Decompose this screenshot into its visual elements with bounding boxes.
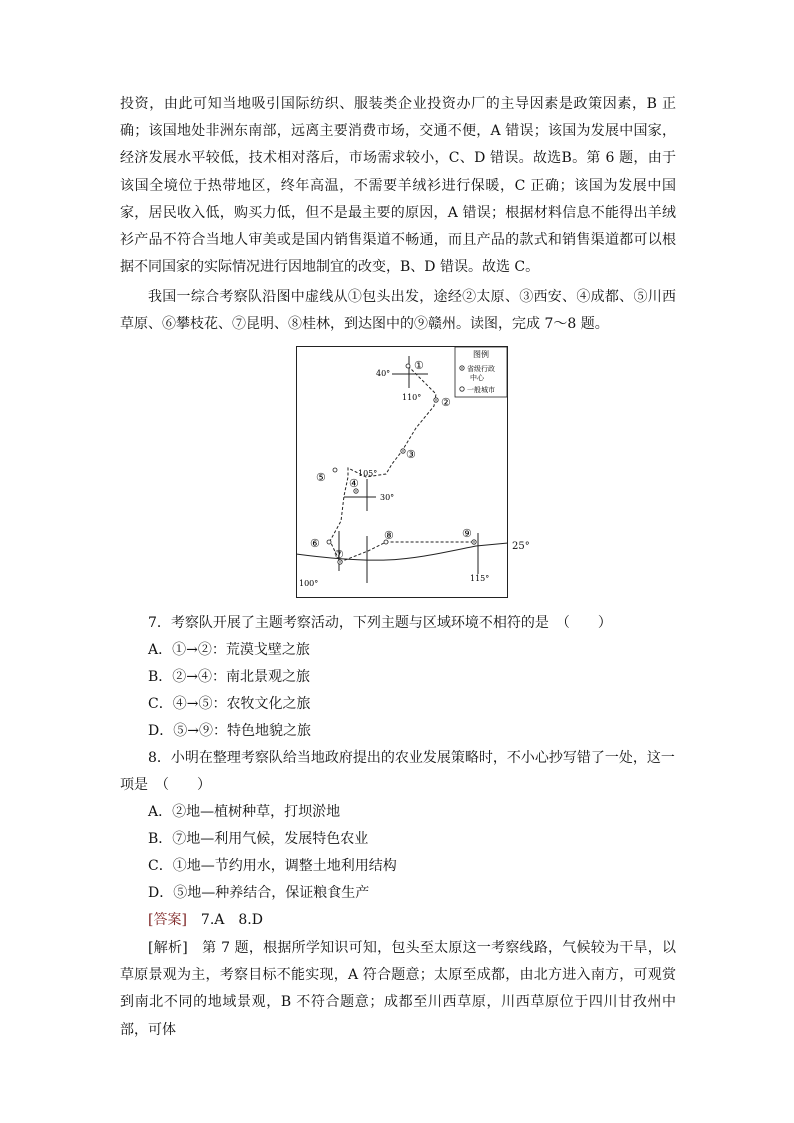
point-6-label: ⑥ [310, 537, 320, 550]
svg-text:40°: 40° [376, 369, 391, 378]
point-4-label: ④ [349, 477, 359, 490]
answer-tag: [答案] [148, 912, 187, 928]
legend-provincial-label-2: 中心 [470, 374, 484, 382]
analysis-paragraph [120, 935, 676, 1044]
analysis-text: 第 7 题，根据所学知识可知，包头至太原这一考察线路，气候较为干旱，以草原景观为主，考察目标不能实现，A 符合题意；太原至成都，由北方进入南方，可观赏到南北不同的地域景观，B 不符合题意；成都至川西草原，川西草原位于四川甘孜州中部，可体 [120, 940, 676, 1038]
answer-line [148, 907, 263, 934]
q8-option-b: B．⑦地—利用气候，发展特色农业 [148, 831, 369, 847]
q8-option-a: A．②地—植树种草，打坝淤地 [148, 804, 341, 820]
q7-option-d: D．⑤→⑨：特色地貌之旅 [148, 723, 311, 739]
point-7-label: ⑦ [334, 548, 344, 561]
point-8-label: ⑧ [384, 529, 394, 542]
q8-stem-line2: 项是 （ ） [120, 777, 211, 793]
q7-option-b: B．②→④：南北景观之旅 [148, 669, 311, 685]
point-3-label: ③ [406, 448, 416, 461]
svg-text:100°: 100° [299, 579, 319, 588]
legend-title: 图例 [473, 350, 489, 359]
route-map [296, 346, 508, 598]
svg-text:30°: 30° [380, 493, 395, 502]
q8-option-d: D．⑤地—种养结合，保证粮食生产 [148, 885, 370, 901]
point-9-label: ⑨ [462, 527, 472, 540]
point-5-label: ⑤ [316, 471, 326, 484]
q7-stem: 7．考察队开展了主题考察活动，下列主题与区域环境不相符的是 （ ） [148, 615, 612, 631]
question-stem-7-8: 我国一综合考察队沿图中虚线从①包头出发，途经②太原、③西安、④成都、⑤川西草原、⑥攀枝花、⑦昆明、⑧桂林，到达图中的⑨赣州。读图，完成 7～8 题。 [120, 289, 676, 333]
legend-city-label: 一般城市 [467, 386, 495, 394]
svg-text:105°: 105° [358, 469, 378, 478]
q7-option-a: A．①→②：荒漠戈壁之旅 [148, 642, 310, 658]
q7-option-c: C．④→⑤：农牧文化之旅 [148, 696, 311, 712]
q8-stem-line1: 8．小明在整理考察队给当地政府提出的农业发展策略时，不小心抄写错了一处，这一 [148, 750, 675, 766]
previous-answer-explanation: 投资，由此可知当地吸引国际纺织、服装类企业投资办厂的主导因素是政策因素，B 正确；该国地处非洲东南部，远离主要消费市场，交通不便，A 错误；该国为发展中国家，经济发展水平较低，技术相对落后，市场需求较小，C、D 错误。故选B。第 6 题，由于该国全境位于热带地区，终年高温，不需要羊绒衫进行保暖，C 正确；该国为发展中国家，居民收入低，购买力低，但不是最主要的原因，A 错误；根据材料信息不能得出羊绒衫产品不符合当地人审美或是国内销售渠道不畅通，而且产品的款式和销售渠道都可以根据不同国家的实际情况进行因地制宜的改变，B、D 错误。故选 C。 [120, 96, 676, 276]
analysis-tag: [解析] [148, 940, 188, 956]
svg-text:110°: 110° [402, 393, 422, 402]
legend-provincial-label: 省级行政 [467, 365, 495, 373]
q8-option-c: C．①地—节约用水，调整土地利用结构 [148, 858, 397, 874]
lat-25-label: 25° [512, 541, 530, 552]
point-1-label: ① [414, 359, 424, 372]
svg-text:115°: 115° [470, 574, 490, 583]
point-2-label: ② [441, 396, 451, 409]
answer-text: 7.A 8.D [186, 912, 263, 928]
